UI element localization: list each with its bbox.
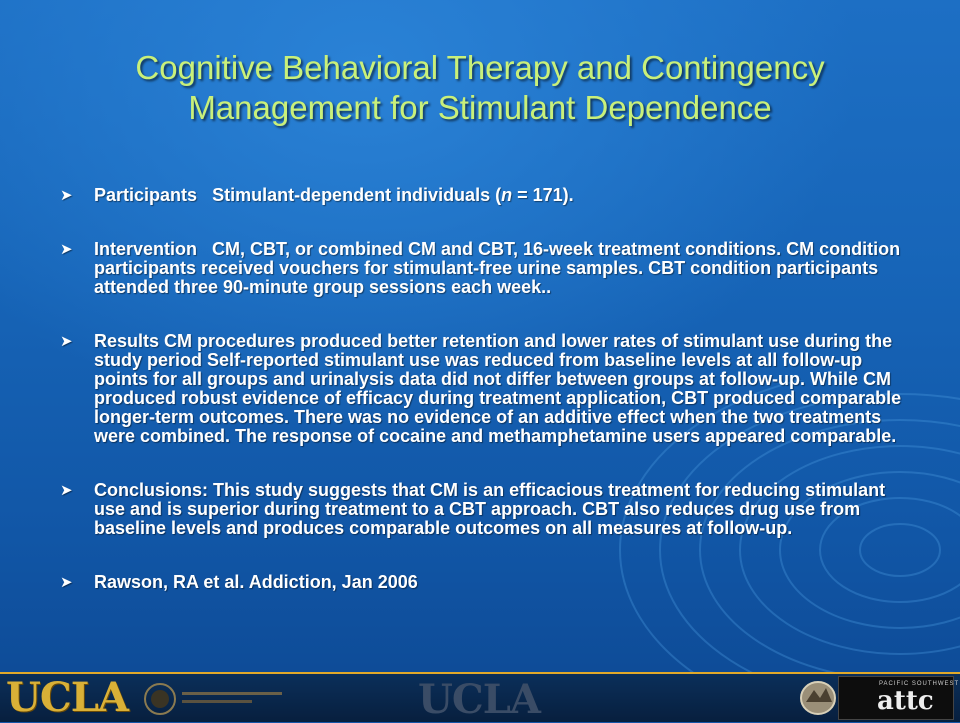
arrow-right-icon: ➤ — [60, 574, 73, 591]
bullet-text: Rawson, RA et al. Addiction, Jan 2006 — [94, 572, 418, 592]
bullet-citation — [60, 573, 920, 592]
bullet-text-post: = 171). — [512, 185, 574, 205]
bullet-participants — [60, 186, 920, 205]
bullet-text-italic: n — [501, 185, 513, 205]
arrow-right-icon: ➤ — [60, 482, 73, 499]
ucla-logo-center: UCLA — [418, 676, 540, 723]
attc-emblem-icon — [798, 678, 838, 718]
bullet-text-pre: Stimulant-dependent individuals ( — [212, 185, 502, 205]
ucla-logo-left: UCLA — [6, 674, 128, 721]
slide-title — [40, 48, 920, 128]
attc-region-label: PACIFIC SOUTHWEST — [879, 681, 960, 687]
bullet-label: Results — [94, 331, 160, 351]
bullet-conclusions — [60, 481, 920, 538]
isap-seal-icon — [140, 680, 290, 718]
title-line-1: Cognitive Behavioral Therapy and Contingency — [135, 49, 825, 86]
bullet-text: CM procedures produced better retention and lower rates of stimulant use during the study period Self-reported stimulant use was reduced from baseline levels at all follow-up points for all groups and urinalysis data did not differ between groups at follow-up. While CM produced robust evidence of efficacy during treatment application, CBT produced comparable longer-term outcomes. There was no evidence of an additive effect when the two treatments were combined. The response of cocaine and methamphetamine users appeared comparable. — [94, 331, 902, 446]
title-line-2: Management for Stimulant Dependence — [188, 89, 772, 126]
bullet-results — [60, 332, 920, 446]
bullet-label: Conclusions: — [94, 480, 209, 500]
bullet-text: CM, CBT, or combined CM and CBT, 16-week treatment conditions. CM condition participants received vouchers for stimulant-free urine samples. CBT condition participants attended three 90-minute group sessions each week.. — [94, 239, 901, 297]
arrow-right-icon: ➤ — [60, 241, 73, 258]
bullet-intervention — [60, 240, 920, 297]
bullet-label: Participants — [94, 185, 198, 205]
arrow-right-icon: ➤ — [60, 187, 73, 204]
attc-logo — [838, 676, 960, 720]
attc-wordmark: attc — [877, 686, 934, 716]
bullet-list — [60, 186, 920, 592]
bullet-text: This study suggests that CM is an efficacious treatment for reducing stimulant use and is superior during treatment to a CBT approach. CBT also reduces drug use from baseline levels and produces comparable outcomes on all measures at follow-up. — [94, 480, 886, 538]
bullet-label: Intervention — [94, 239, 198, 259]
arrow-right-icon: ➤ — [60, 333, 73, 350]
